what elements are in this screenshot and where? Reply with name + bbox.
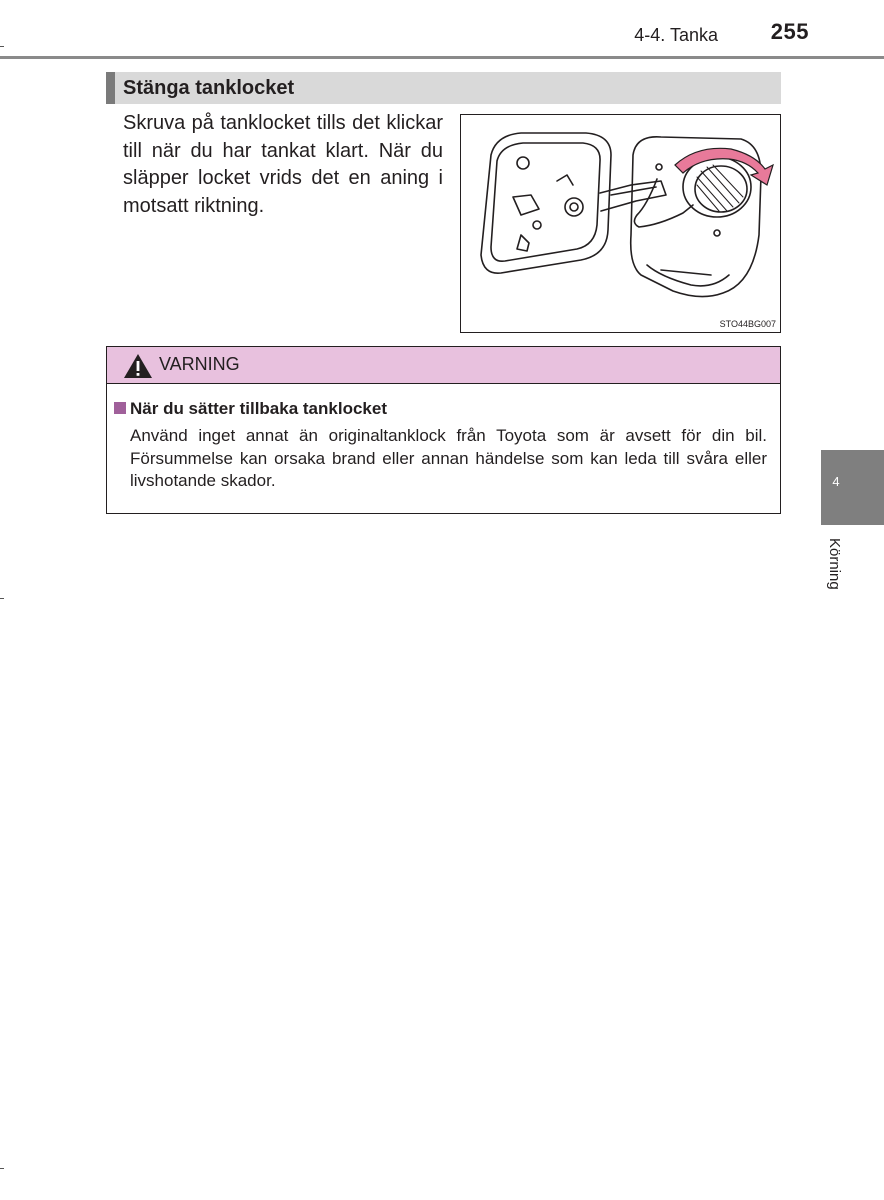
- body-paragraph: Skruva på tanklocket tills det klickar till när du har tankat klart. När du släpper locket vrids det en aning i motsatt riktning.: [123, 112, 443, 217]
- warning-header: [107, 347, 780, 384]
- chapter-number: 4: [832, 474, 840, 489]
- warning-subheading-text: När du sätter tillbaka tanklocket: [130, 399, 387, 418]
- warning-triangle-icon: [123, 353, 153, 379]
- crop-mark: [0, 598, 4, 599]
- fuel-cap-illustration: [460, 114, 781, 333]
- crop-mark: [0, 1168, 4, 1169]
- warning-title: VARNING: [159, 354, 240, 374]
- chapter-tab: [821, 450, 884, 525]
- fuel-door-drawing: [461, 115, 780, 332]
- section-heading: Stänga tanklocket: [106, 72, 781, 104]
- page-number: 255: [770, 19, 809, 44]
- bullet-square-icon: [114, 402, 126, 414]
- crop-mark: [0, 46, 4, 47]
- warning-text: Använd inget annat än originaltanklock från Toyota som är avsett för din bil. Försummelse kan orsaka brand eller annan händelse som kan leda till svåra eller livshotande skador.: [130, 426, 767, 490]
- section-title: 4-4. Tanka: [634, 25, 718, 45]
- header-rule: [0, 56, 884, 59]
- warning-subheading: [114, 399, 387, 419]
- chapter-label: Körning: [826, 538, 843, 590]
- figure-code: STO44BG007: [719, 319, 776, 329]
- warning-box: [106, 346, 781, 514]
